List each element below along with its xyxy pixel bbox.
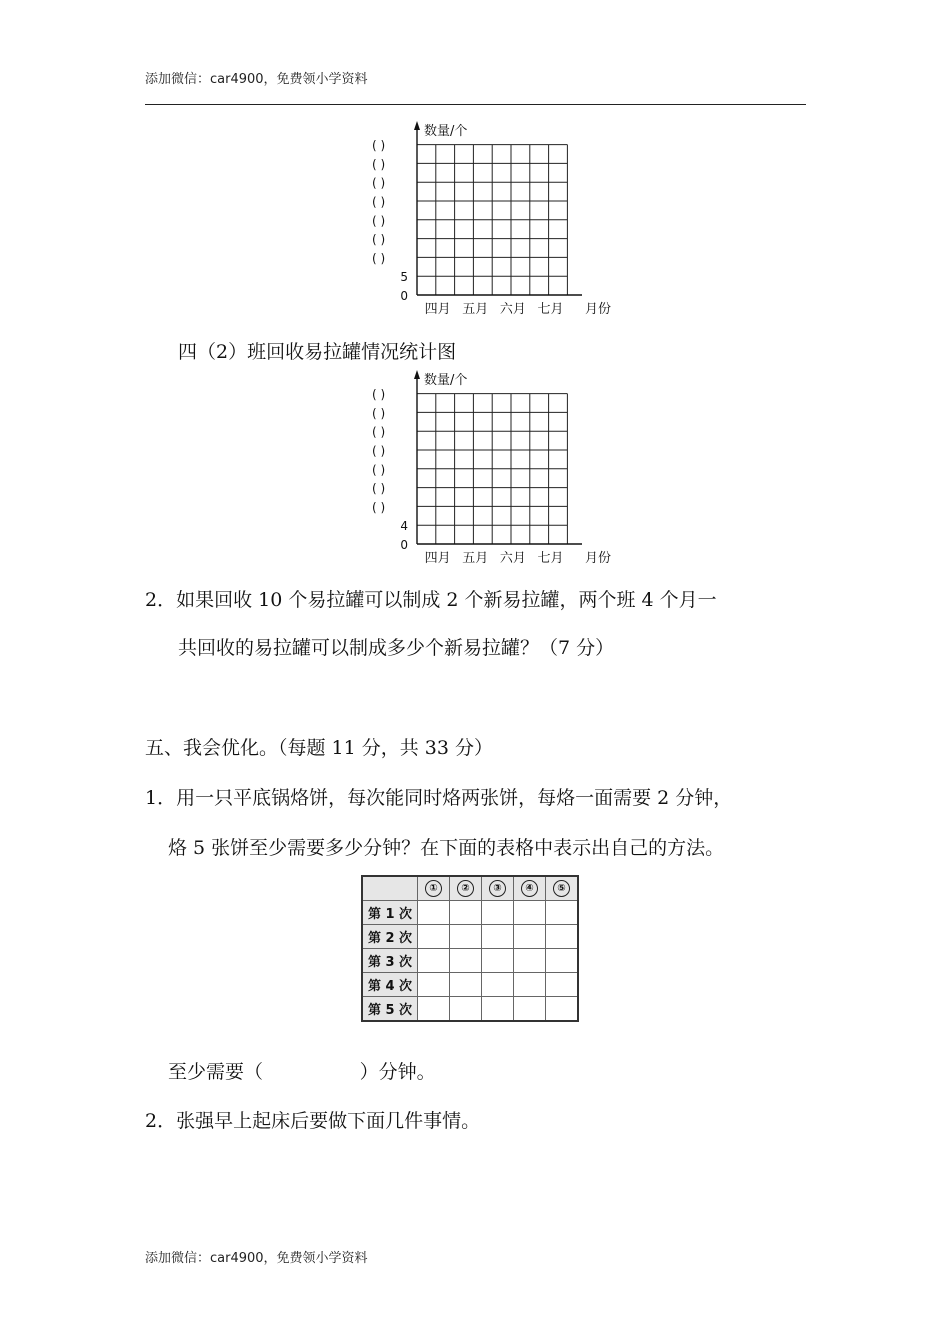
table-column-header xyxy=(482,876,514,901)
answer-cell[interactable] xyxy=(514,925,546,949)
answer-cell[interactable] xyxy=(546,973,579,997)
answer-cell[interactable] xyxy=(418,997,450,1022)
answer-cell[interactable] xyxy=(514,973,546,997)
column-number: ⑤ xyxy=(553,880,570,897)
answer-cell[interactable] xyxy=(482,973,514,997)
table-row xyxy=(362,949,578,973)
y-tick-blank: ( ) xyxy=(372,462,386,477)
chart-1 xyxy=(360,118,630,323)
x-tick-label: 五月 xyxy=(462,551,489,566)
answer-cell[interactable] xyxy=(514,949,546,973)
question-2-line-2: 共回收的易拉罐可以制成多少个新易拉罐？（7 分） xyxy=(178,637,615,659)
y-axis-arrow xyxy=(414,121,420,130)
table-row xyxy=(362,901,578,925)
answer-cell[interactable] xyxy=(482,901,514,925)
table-header-row xyxy=(362,876,578,901)
column-number: ③ xyxy=(489,880,506,897)
column-number: ② xyxy=(457,880,474,897)
answer-cell[interactable] xyxy=(450,901,482,925)
answer-cell[interactable] xyxy=(482,925,514,949)
y-tick-blank: ( ) xyxy=(372,481,386,496)
x-tick-label: 四月 xyxy=(424,302,451,317)
answer-line: 至少需要（ ）分钟。 xyxy=(168,1061,436,1083)
y-tick-blank: ( ) xyxy=(372,444,386,458)
answer-cell[interactable] xyxy=(450,997,482,1022)
table-column-header xyxy=(514,876,546,901)
table-column-header xyxy=(450,876,482,901)
pancake-plan-table xyxy=(361,875,579,1022)
y-tick-blank: ( ) xyxy=(372,387,386,402)
answer-cell[interactable] xyxy=(546,949,579,973)
y-tick-blank: ( ) xyxy=(372,251,386,266)
x-axis-unit: 月份 xyxy=(584,302,612,317)
footer-note: 添加微信：car4900，免费领小学资料 xyxy=(145,1251,368,1266)
table-row xyxy=(362,925,578,949)
answer-cell[interactable] xyxy=(482,949,514,973)
answer-cell[interactable] xyxy=(418,949,450,973)
y-tick-blank: ( ) xyxy=(372,232,386,247)
y-tick-blank: ( ) xyxy=(372,195,386,209)
y-axis-label: 数量/个 xyxy=(424,373,468,388)
answer-cell[interactable] xyxy=(546,997,579,1022)
y-tick-blank: ( ) xyxy=(372,213,386,228)
answer-cell[interactable] xyxy=(418,901,450,925)
y-tick-blank: ( ) xyxy=(372,406,386,421)
row-label: 第 1 次 xyxy=(362,901,418,925)
answer-cell[interactable] xyxy=(546,901,579,925)
section-5-heading: 五、我会优化。（每题 11 分，共 33 分） xyxy=(145,737,494,759)
y-tick-blank: ( ) xyxy=(372,425,386,440)
y-tick-label: 5 xyxy=(400,270,408,285)
origin-label: 0 xyxy=(400,538,408,552)
chart-2 xyxy=(360,367,630,572)
question-2-line-1: 2．如果回收 10 个易拉罐可以制成 2 个新易拉罐，两个班 4 个月一 xyxy=(145,589,717,611)
row-label: 第 3 次 xyxy=(362,949,418,973)
y-axis-label: 数量/个 xyxy=(424,124,468,139)
origin-label: 0 xyxy=(400,289,408,303)
table-column-header xyxy=(418,876,450,901)
header-rule xyxy=(145,104,806,105)
x-tick-label: 六月 xyxy=(499,551,526,566)
answer-cell[interactable] xyxy=(418,973,450,997)
column-number: ④ xyxy=(521,880,538,897)
x-tick-label: 五月 xyxy=(462,302,489,317)
answer-cell[interactable] xyxy=(450,925,482,949)
y-tick-blank: ( ) xyxy=(372,176,386,191)
x-tick-label: 七月 xyxy=(537,551,564,566)
answer-cell[interactable] xyxy=(418,925,450,949)
answer-cell[interactable] xyxy=(482,997,514,1022)
column-number: ① xyxy=(425,880,442,897)
section-5-question-1-line-2: 烙 5 张饼至少需要多少分钟？在下面的表格中表示出自己的方法。 xyxy=(168,837,725,859)
answer-cell[interactable] xyxy=(514,901,546,925)
table-row xyxy=(362,973,578,997)
answer-cell[interactable] xyxy=(450,973,482,997)
answer-cell[interactable] xyxy=(450,949,482,973)
table-column-header xyxy=(546,876,579,901)
y-tick-blank: ( ) xyxy=(372,138,386,153)
chart-2-title: 四（2）班回收易拉罐情况统计图 xyxy=(178,341,457,363)
table-corner-cell xyxy=(362,876,418,901)
row-label: 第 4 次 xyxy=(362,973,418,997)
answer-cell[interactable] xyxy=(546,925,579,949)
section-5-question-1-line-1: 1．用一只平底锅烙饼，每次能同时烙两张饼，每烙一面需要 2 分钟， xyxy=(145,787,733,809)
row-label: 第 5 次 xyxy=(362,997,418,1022)
y-tick-blank: ( ) xyxy=(372,500,386,515)
table-row xyxy=(362,997,578,1022)
x-tick-label: 七月 xyxy=(537,302,564,317)
y-tick-label: 4 xyxy=(400,519,408,534)
y-axis-arrow xyxy=(414,370,420,379)
x-tick-label: 四月 xyxy=(424,551,451,566)
section-5-question-2: 2．张强早上起床后要做下面几件事情。 xyxy=(145,1110,481,1132)
y-tick-blank: ( ) xyxy=(372,157,386,172)
answer-cell[interactable] xyxy=(514,997,546,1022)
header-note: 添加微信：car4900，免费领小学资料 xyxy=(145,72,368,87)
x-tick-label: 六月 xyxy=(499,302,526,317)
x-axis-unit: 月份 xyxy=(584,551,612,566)
row-label: 第 2 次 xyxy=(362,925,418,949)
